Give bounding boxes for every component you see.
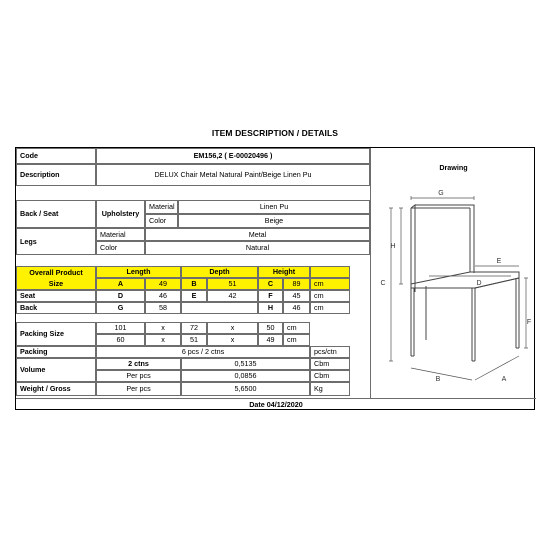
- drawing-label: Drawing: [439, 163, 468, 173]
- dim-g-value: 58: [145, 302, 181, 314]
- rear-right-leg: [516, 278, 519, 348]
- dim-a-line: [475, 356, 519, 380]
- dim-a-value: 49: [145, 278, 181, 290]
- overall-product-size-header: [16, 266, 96, 290]
- legs-color-label: Color: [96, 241, 145, 255]
- pack1-x1: x: [145, 322, 181, 334]
- legs-material-value: Metal: [145, 228, 370, 241]
- back-left-post: [411, 205, 415, 292]
- code-label: Code: [16, 148, 96, 164]
- label-f: F: [526, 319, 532, 326]
- weight-unit: Kg: [310, 382, 350, 396]
- packing-size-label: Packing Size: [16, 322, 96, 346]
- dim-d-value: 46: [145, 290, 181, 302]
- pack2-b: 51: [181, 334, 207, 346]
- packing-unit: pcs/ctn: [310, 346, 350, 358]
- dim-c-line: [389, 208, 396, 361]
- back-label: Back: [16, 302, 96, 314]
- back-seat-label: Back / Seat: [16, 200, 96, 228]
- pack1-x2: x: [207, 322, 258, 334]
- drawing-panel: [370, 148, 535, 398]
- dim-e-value: 42: [207, 290, 258, 302]
- back-seat-color-value: Beige: [178, 214, 370, 228]
- volume-value-2: 0,0856: [181, 370, 310, 382]
- volume-unit-2: Cbm: [310, 370, 350, 382]
- label-d: D: [476, 280, 482, 287]
- back-depth-blank: [181, 302, 258, 314]
- dim-c-value: 89: [283, 278, 310, 290]
- seat-lower: [411, 278, 519, 288]
- volume-label: Volume: [16, 358, 96, 382]
- label-b: B: [435, 376, 441, 383]
- label-a: A: [501, 376, 507, 383]
- seat-unit: cm: [310, 290, 350, 302]
- volume-per-2: Per pcs: [96, 370, 181, 382]
- back-seat-material-value: Linen Pu: [178, 200, 370, 214]
- dim-f-line: [524, 278, 528, 348]
- chair-drawing: [371, 148, 536, 398]
- seat-frame: [411, 272, 519, 288]
- dim-h-letter: H: [258, 302, 283, 314]
- label-c: C: [380, 280, 386, 287]
- date-text: Date 04/12/2020: [249, 400, 303, 410]
- weight-per: Per pcs: [96, 382, 181, 396]
- seat-label: Seat: [16, 290, 96, 302]
- height-header: Height: [258, 266, 310, 278]
- size-label: Size: [48, 278, 64, 288]
- back-top-rail: [415, 205, 474, 273]
- label-e: E: [496, 258, 502, 265]
- dim-f-letter: F: [258, 290, 283, 302]
- spec-sheet: [15, 147, 535, 410]
- weight-label: Weight / Gross: [16, 382, 96, 396]
- pack1-unit: cm: [283, 322, 310, 334]
- pack2-x2: x: [207, 334, 258, 346]
- legs-material-label: Material: [96, 228, 145, 241]
- overall-label: Overall Product: [29, 268, 83, 278]
- dim-e-letter: E: [181, 290, 207, 302]
- header-blank: [310, 266, 350, 278]
- pack2-x1: x: [145, 334, 181, 346]
- dim-f-value: 45: [283, 290, 310, 302]
- legs-color-value: Natural: [145, 241, 370, 255]
- dim-overall-unit: cm: [310, 278, 350, 290]
- upholstery-label: Upholstery: [96, 200, 145, 228]
- dim-g-letter: G: [96, 302, 145, 314]
- pack1-a: 101: [96, 322, 145, 334]
- dim-h-line: [399, 208, 403, 284]
- dim-d-letter: D: [96, 290, 145, 302]
- legs-label: Legs: [16, 228, 96, 255]
- dim-b-letter: B: [181, 278, 207, 290]
- volume-value-1: 0,5135: [181, 358, 310, 370]
- date-row: [16, 398, 536, 410]
- description-label: Description: [16, 164, 96, 186]
- code-value: EM156,2 ( E-00020496 ): [96, 148, 370, 164]
- depth-header: Depth: [181, 266, 258, 278]
- volume-unit-1: Cbm: [310, 358, 350, 370]
- dim-b-value: 51: [207, 278, 258, 290]
- description-value: DELUX Chair Metal Natural Paint/Beige Linen Pu: [96, 164, 370, 186]
- pack2-unit: cm: [283, 334, 310, 346]
- packing-value: 6 pcs / 2 ctns: [96, 346, 310, 358]
- dim-a-letter: A: [96, 278, 145, 290]
- label-h: H: [390, 243, 396, 250]
- page-title: ITEM DESCRIPTION / DETAILS: [211, 128, 339, 138]
- back-unit: cm: [310, 302, 350, 314]
- dim-b-line: [411, 368, 472, 380]
- pack2-c: 49: [258, 334, 283, 346]
- label-g: G: [438, 190, 444, 197]
- front-right-leg: [472, 288, 475, 361]
- length-header: Length: [96, 266, 181, 278]
- weight-value: 5,6500: [181, 382, 310, 396]
- back-seat-color-label: Color: [145, 214, 178, 228]
- volume-per-1: 2 ctns: [96, 358, 181, 370]
- front-left-leg: [411, 288, 414, 356]
- packing-label: Packing: [16, 346, 96, 358]
- pack2-a: 60: [96, 334, 145, 346]
- dim-h-value: 46: [283, 302, 310, 314]
- pack1-b: 72: [181, 322, 207, 334]
- back-seat-material-label: Material: [145, 200, 178, 214]
- dim-c-letter: C: [258, 278, 283, 290]
- pack1-c: 50: [258, 322, 283, 334]
